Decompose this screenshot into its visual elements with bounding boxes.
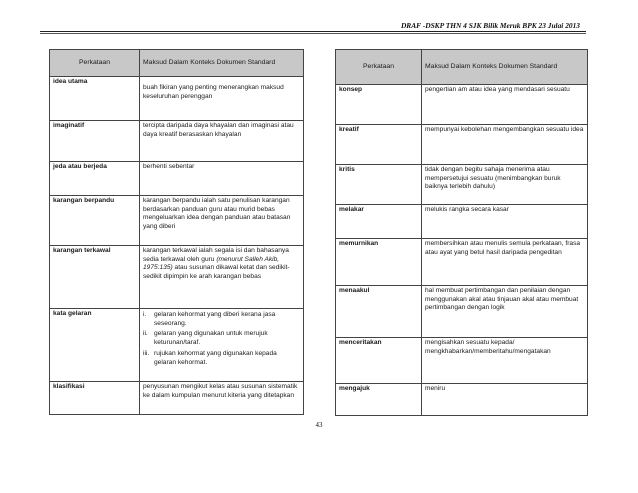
meaning-cell [140,309,304,382]
table-row [336,85,588,125]
page-number: 43 [315,421,323,429]
term-cell: idea utama [50,77,140,121]
list-item [143,350,300,367]
meaning-cell: mengisahkan sesuatu kepada/ mengkhabarkan/memberitahu/mengatakan [422,338,588,384]
table-header-row [50,50,304,77]
meaning-cell [140,246,304,309]
table-row [336,384,588,416]
column-header-term: Perkataan [50,50,140,77]
term-cell: melakar [336,205,422,239]
term-cell: memurnikan [336,239,422,286]
list-number: ii. [143,330,148,338]
meaning-text: buah fikiran yang penting menerangkan maksud keseluruhan perenggan [143,84,284,100]
meaning-cell: melukis rangka secara kasar [422,205,588,239]
column-header-meaning: Maksud Dalam Konteks Dokumen Standard [140,50,304,77]
list-number: i. [143,311,147,318]
meaning-cell: tidak dengan begitu sahaja menerima atau mempersetujui sesuatu (menimbangkan buruk baiknya terlebih dahulu) [422,165,588,205]
list-text: rujukan kehormat yang digunakan kepada gelaran kehormat. [154,349,277,366]
document-header: DRAF -DSKP THN 4 SJK Bilik Meruk BPK 23 Julai 2013 [400,21,580,30]
meaning-cell: berhenti sebentar [140,162,304,196]
table-row [336,338,588,384]
list-text: gelaran kehormat yang diberi kerana jasa seseorang. [154,311,276,327]
term-cell: jeda atau berjeda [50,162,140,196]
column-header-term: Perkataan [336,50,422,85]
header-rule [40,31,586,32]
list-text: gelaran yang digunakan untuk merujuk keturunan/taraf. [154,330,268,347]
meaning-cell: penyusunan mengikut kelas atau susunan sistematik ke dalam kumpulan menurut kiteria yang ditetapkan [140,382,304,415]
term-cell: klasifikasi [50,382,140,415]
table-row [336,286,588,338]
meaning-text: karangan terkawal ialah segala isi dan bahasanya sedia terkawal oleh guru [143,247,289,263]
meaning-cell: mempunyai kebolehan mengembangkan sesuatu idea [422,125,588,165]
glossary-table-left [49,49,304,415]
table-row [50,309,304,382]
term-cell: karangan berpandu [50,196,140,246]
meaning-cell [140,77,304,121]
table-row [336,205,588,239]
term-cell: menceritakan [336,338,422,384]
term-cell: menaakul [336,286,422,338]
table-row [50,382,304,415]
term-cell: kreatif [336,125,422,165]
table-row [50,196,304,246]
citation-text: (menurut Salleh Akib, 1975:135) [143,255,280,272]
meaning-cell: hal membuat pertimbangan dan penilaian dengan menggunakan akal atau tinjauan akal atau membuat pertimbangan dengan logik [422,286,588,338]
meaning-cell: membersihkan atau menulis semula perkataan, frasa atau ayat yang betul hasil daripada pengeditan [422,239,588,286]
table-row [50,121,304,162]
term-cell: karangan terkawal [50,246,140,309]
table-row [336,165,588,205]
table-row [50,162,304,196]
meaning-cell: meniru [422,384,588,416]
header-rule-thin [40,33,586,34]
meaning-cell: tercipta daripada daya khayalan dan imaginasi atau daya kreatif berasaskan khayalan [140,121,304,162]
table-row [50,77,304,121]
meaning-text: atau susunan dikawal ketat dan sedikit-sedikit dipimpin ke arah karangan bebas [143,264,290,281]
table-row [336,125,588,165]
column-header-meaning: Maksud Dalam Konteks Dokumen Standard [422,50,588,85]
term-cell: mengajuk [336,384,422,416]
list-item [143,330,300,347]
meaning-cell: pengertian am atau idea yang mendasari sesuatu [422,85,588,125]
table-header-row [336,50,588,85]
glossary-table-right [335,49,588,416]
list-number: iii. [143,349,150,357]
term-cell: konsep [336,85,422,125]
list-item [143,311,300,328]
table-row [336,239,588,286]
table-row [50,246,304,309]
term-cell: imaginatif [50,121,140,162]
term-cell: kritis [336,165,422,205]
term-cell: kata gelaran [50,309,140,382]
meaning-cell: karangan berpandu ialah satu penulisan karangan berdasarkan panduan guru atau murid bebas mengeluarkan idea dengan panduan atau batasan yang diberi [140,196,304,246]
